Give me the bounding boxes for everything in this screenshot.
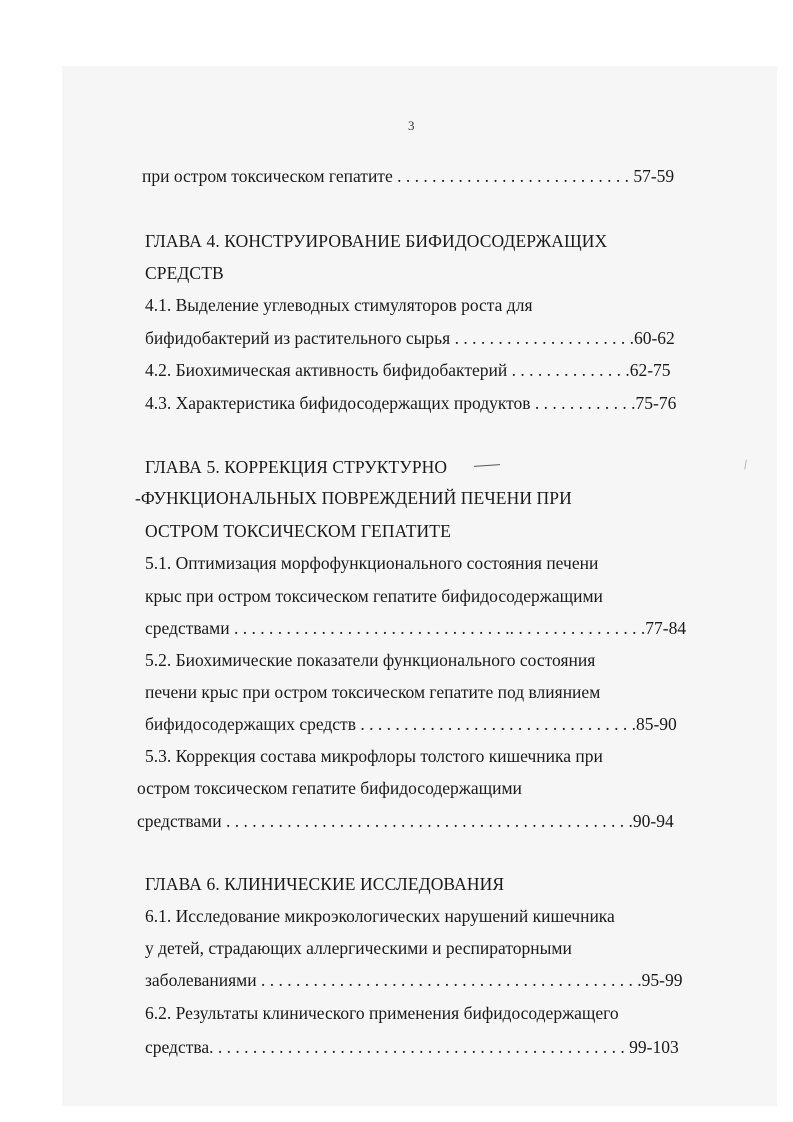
chapter-heading: ГЛАВА 5. КОРРЕКЦИЯ СТРУКТУРНО [145, 457, 448, 477]
toc-line: 4.2. Биохимическая активность бифидобактерий . . . . . . . . . . . . . .62-75 [145, 360, 671, 380]
toc-line: средствами . . . . . . . . . . . . . . . . . . . . . . . . . . . . . . . . . . . . . . . . . . . . . . .90-94 [137, 811, 674, 831]
chapter-heading: ОСТРОМ ТОКСИЧЕСКОМ ГЕПАТИТЕ [145, 521, 451, 541]
toc-line: печени крыс при остром токсическом гепатите под влиянием [145, 682, 601, 702]
toc-line: средствами . . . . . . . . . . . . . . . . . . . . . . . . . . . . . . . .. . . . . . . . . . . . . . . .77-84 [145, 618, 687, 638]
chapter-heading: СРЕДСТВ [145, 263, 224, 283]
toc-line: бифидосодержащих средств . . . . . . . . . . . . . . . . . . . . . . . . . . . . . . . .85-90 [145, 714, 677, 734]
toc-line: крыс при остром токсическом гепатите бифидосодержащими [145, 586, 603, 606]
toc-line: 4.1. Выделение углеводных стимуляторов роста для [145, 295, 533, 315]
chapter-heading: ГЛАВА 6. КЛИНИЧЕСКИЕ ИССЛЕДОВАНИЯ [145, 874, 505, 894]
chapter-heading: -ФУНКЦИОНАЛЬНЫХ ПОВРЕЖДЕНИЙ ПЕЧЕНИ ПРИ [135, 488, 572, 508]
toc-line: 5.3. Коррекция состава микрофлоры толстого кишечника при [145, 746, 603, 766]
page-number: 3 [408, 118, 415, 133]
toc-line: 4.3. Характеристика бифидосодержащих продуктов . . . . . . . . . . . .75-76 [145, 393, 677, 413]
toc-line: 6.1. Исследование микроэкологических нарушений кишечника [145, 906, 615, 926]
chapter-heading: ГЛАВА 4. КОНСТРУИРОВАНИЕ БИФИДОСОДЕРЖАЩИХ [145, 231, 608, 251]
toc-line: 5.2. Биохимические показатели функционального состояния [145, 650, 596, 670]
toc-line: при остром токсическом гепатите . . . . . . . . . . . . . . . . . . . . . . . . . . . 57-59 [142, 166, 675, 186]
toc-line: остром токсическом гепатите бифидосодержащими [137, 778, 522, 798]
toc-line: средства. . . . . . . . . . . . . . . . . . . . . . . . . . . . . . . . . . . . . . . . . . . . . . . . 99-103 [145, 1037, 679, 1057]
toc-line: бифидобактерий из растительного сырья . . . . . . . . . . . . . . . . . . . . .60-62 [145, 328, 675, 348]
toc-line: у детей, страдающих аллергическими и респираторными [145, 938, 572, 958]
toc-line: 6.2. Результаты клинического применения бифидосодержащего [145, 1003, 619, 1023]
toc-line: заболеваниями . . . . . . . . . . . . . . . . . . . . . . . . . . . . . . . . . . . . . . . . . . . .95-99 [145, 970, 683, 990]
toc-line: 5.1. Оптимизация морфофункционального состояния печени [145, 553, 599, 573]
